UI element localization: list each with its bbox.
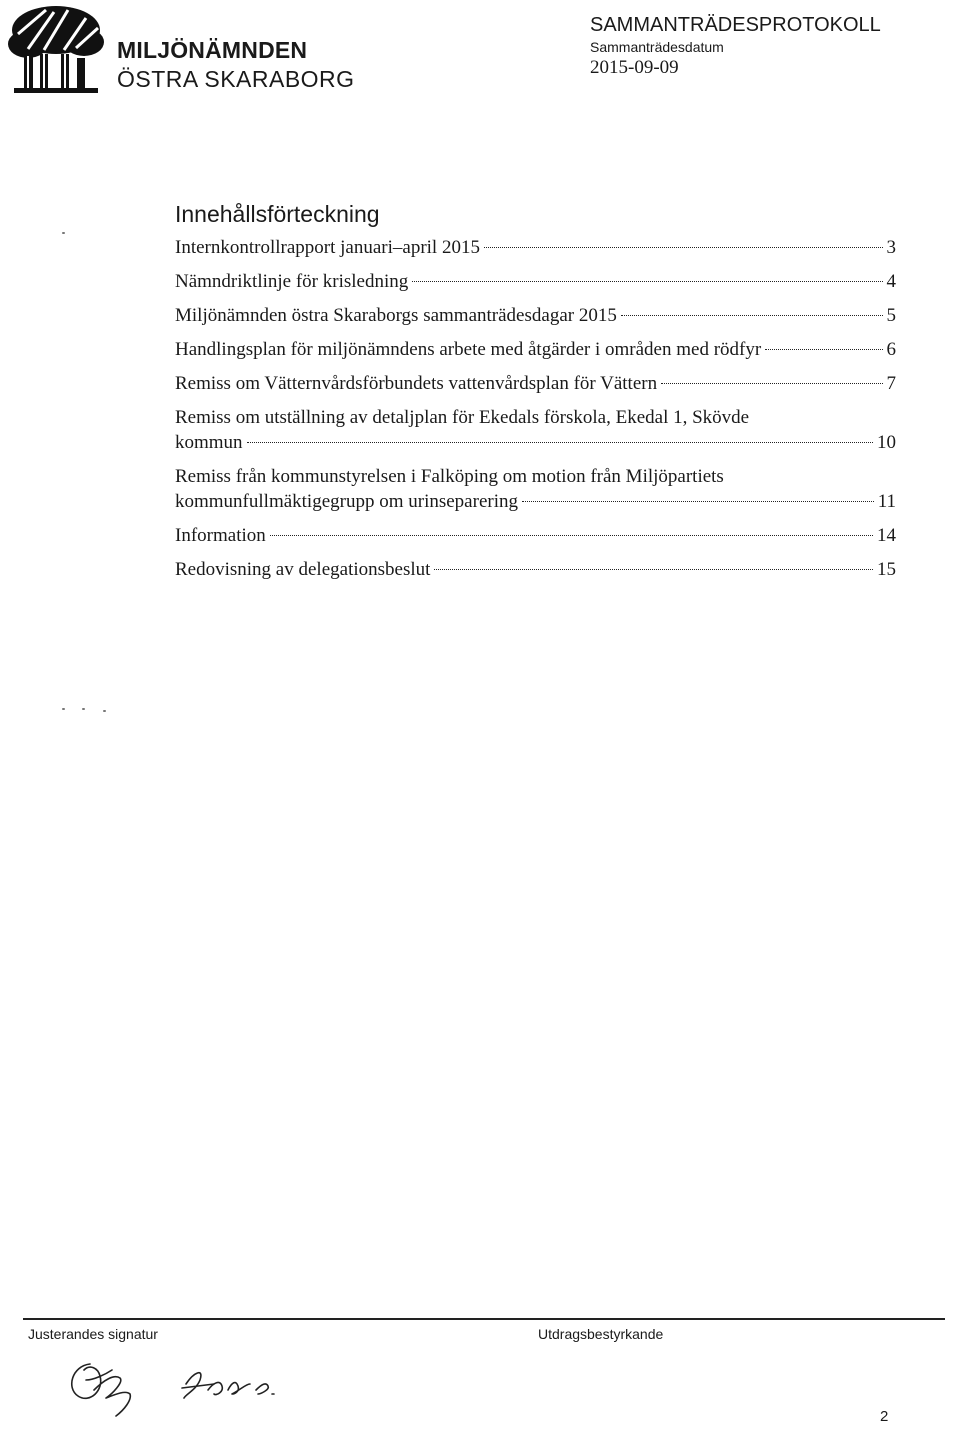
toc-leader-dots (621, 315, 883, 316)
toc-entry-title: Information (175, 525, 266, 546)
toc-leader-dots (434, 569, 873, 570)
toc-leader-dots (765, 349, 882, 350)
toc-entry-title: Redovisning av delegationsbeslut (175, 559, 431, 580)
toc-entry[interactable] (175, 405, 896, 455)
footer-divider (23, 1318, 945, 1320)
toc-entry[interactable] (175, 235, 896, 260)
toc-entry-title-continued: kommun (175, 432, 243, 453)
toc-page-number: 7 (886, 373, 896, 394)
toc-entry-title: Internkontrollrapport januari–april 2015 (175, 237, 480, 258)
toc-entry-title: Handlingsplan för miljönämndens arbete med åtgärder i områden med rödfyr (175, 339, 762, 360)
page-number: 2 (880, 1408, 889, 1425)
toc-leader-dots (661, 383, 882, 384)
tree-logo-icon (6, 4, 106, 96)
toc-entry-title: Remiss om utställning av detaljplan för Ekedals förskola, Ekedal 1, Skövde (175, 407, 750, 428)
signature-label: Justerandes signatur (28, 1326, 158, 1342)
toc-page-number: 11 (877, 491, 896, 512)
toc-entry[interactable] (175, 337, 896, 362)
toc-page-number: 15 (877, 559, 896, 580)
toc-entry-title: Remiss om Vätternvårdsförbundets vattenvårdsplan för Vättern (175, 373, 658, 394)
toc-leader-dots (412, 281, 882, 282)
toc-page-number: 3 (886, 237, 896, 258)
handwritten-signatures (60, 1350, 310, 1420)
toc-entry[interactable] (175, 523, 896, 548)
certification-label: Utdragsbestyrkande (538, 1326, 664, 1342)
org-name: MILJÖNÄMNDEN (117, 37, 308, 63)
org-region: ÖSTRA SKARABORG (117, 66, 355, 92)
meeting-date-label: Sammanträdesdatum (590, 39, 724, 55)
toc-page-number: 4 (886, 271, 896, 292)
table-of-contents (175, 235, 896, 591)
toc-entry-title: Remiss från kommunstyrelsen i Falköping om motion från Miljöpartiets (175, 466, 724, 487)
toc-page-number: 10 (877, 432, 896, 453)
toc-page-number: 6 (886, 339, 896, 360)
scan-speck (62, 232, 65, 234)
toc-leader-dots (522, 501, 874, 502)
scan-speck (82, 708, 85, 710)
toc-leader-dots (247, 442, 873, 443)
toc-page-number: 14 (877, 525, 896, 546)
toc-entry[interactable] (175, 464, 896, 514)
toc-entry[interactable] (175, 269, 896, 294)
toc-leader-dots (484, 247, 883, 248)
toc-page-number: 5 (886, 305, 896, 326)
scan-speck (103, 710, 106, 712)
toc-leader-dots (270, 535, 873, 536)
toc-entry[interactable] (175, 303, 896, 328)
meeting-date: 2015-09-09 (590, 57, 679, 78)
scan-speck (62, 708, 65, 710)
toc-entry-title-continued: kommunfullmäktigegrupp om urinseparering (175, 491, 518, 512)
toc-heading: Innehållsförteckning (175, 201, 380, 227)
toc-entry-title: Miljönämnden östra Skaraborgs sammanträdesdagar 2015 (175, 305, 617, 326)
toc-entry-title: Nämndriktlinje för krisledning (175, 271, 409, 292)
toc-entry[interactable] (175, 557, 896, 582)
document-type: SAMMANTRÄDESPROTOKOLL (590, 14, 881, 36)
toc-entry[interactable] (175, 371, 896, 396)
